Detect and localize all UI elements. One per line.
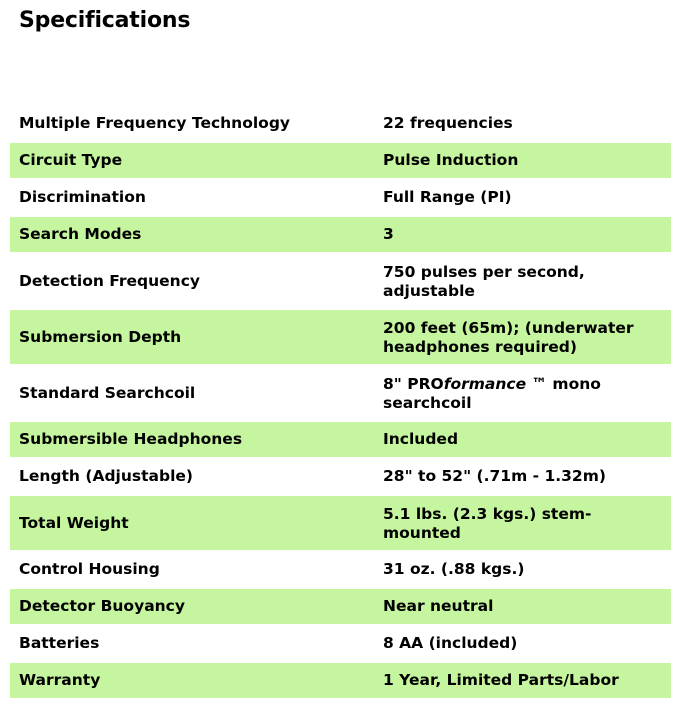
table-row	[10, 179, 671, 216]
spec-name: Discrimination	[19, 188, 146, 206]
spec-value-brand: formance	[443, 375, 527, 393]
spec-name: Circuit Type	[19, 151, 123, 169]
table-row	[10, 106, 671, 142]
spec-value: 750 pulses per second, adjustable	[383, 263, 585, 300]
spec-value-part: 8" PRO	[383, 375, 444, 393]
spec-name: Warranty	[19, 671, 101, 689]
spec-name: Detection Frequency	[19, 271, 201, 290]
table-row	[10, 458, 671, 495]
spec-value: 22 frequencies	[383, 114, 513, 132]
spec-name: Standard Searchcoil	[19, 383, 196, 402]
table-row	[10, 253, 671, 309]
spec-name: Multiple Frequency Technology	[19, 114, 291, 132]
spec-name: Batteries	[19, 634, 100, 652]
spec-value: 31 oz. (.88 kgs.)	[383, 560, 525, 578]
spec-name: Detector Buoyancy	[19, 597, 185, 615]
table-row	[10, 365, 671, 421]
spec-name: Length (Adjustable)	[19, 467, 193, 485]
spec-value: 3	[383, 225, 394, 243]
spec-name: Control Housing	[19, 560, 160, 578]
spec-value: Near neutral	[383, 597, 494, 615]
spec-value-part: ™ mono searchcoil	[383, 375, 601, 412]
spec-value: 1 Year, Limited Parts/Labor	[383, 671, 619, 689]
table-row	[10, 662, 671, 698]
table-row	[10, 216, 671, 253]
table-row	[10, 551, 671, 588]
spec-value: Full Range (PI)	[383, 188, 512, 206]
spec-value: 8 AA (included)	[383, 634, 518, 652]
spec-value: Included	[383, 430, 459, 448]
spec-value: 5.1 lbs. (2.3 kgs.) stem-mounted	[383, 505, 592, 542]
spec-value	[374, 365, 671, 421]
spec-value: 28" to 52" (.71m - 1.32m)	[383, 467, 606, 485]
specifications-table	[10, 106, 671, 698]
table-row	[10, 495, 671, 551]
spec-name: Submersible Headphones	[19, 430, 243, 448]
spec-name: Submersion Depth	[19, 327, 182, 346]
table-row	[10, 625, 671, 662]
table-row	[10, 421, 671, 458]
spec-name: Total Weight	[19, 513, 129, 532]
table-row	[10, 142, 671, 179]
table-row	[10, 588, 671, 625]
page-title: Specifications	[19, 8, 191, 33]
spec-name: Search Modes	[19, 225, 142, 243]
spec-value: 200 feet (65m); (underwater headphones required)	[383, 319, 634, 356]
table-row	[10, 309, 671, 365]
spec-value: Pulse Induction	[383, 151, 519, 169]
